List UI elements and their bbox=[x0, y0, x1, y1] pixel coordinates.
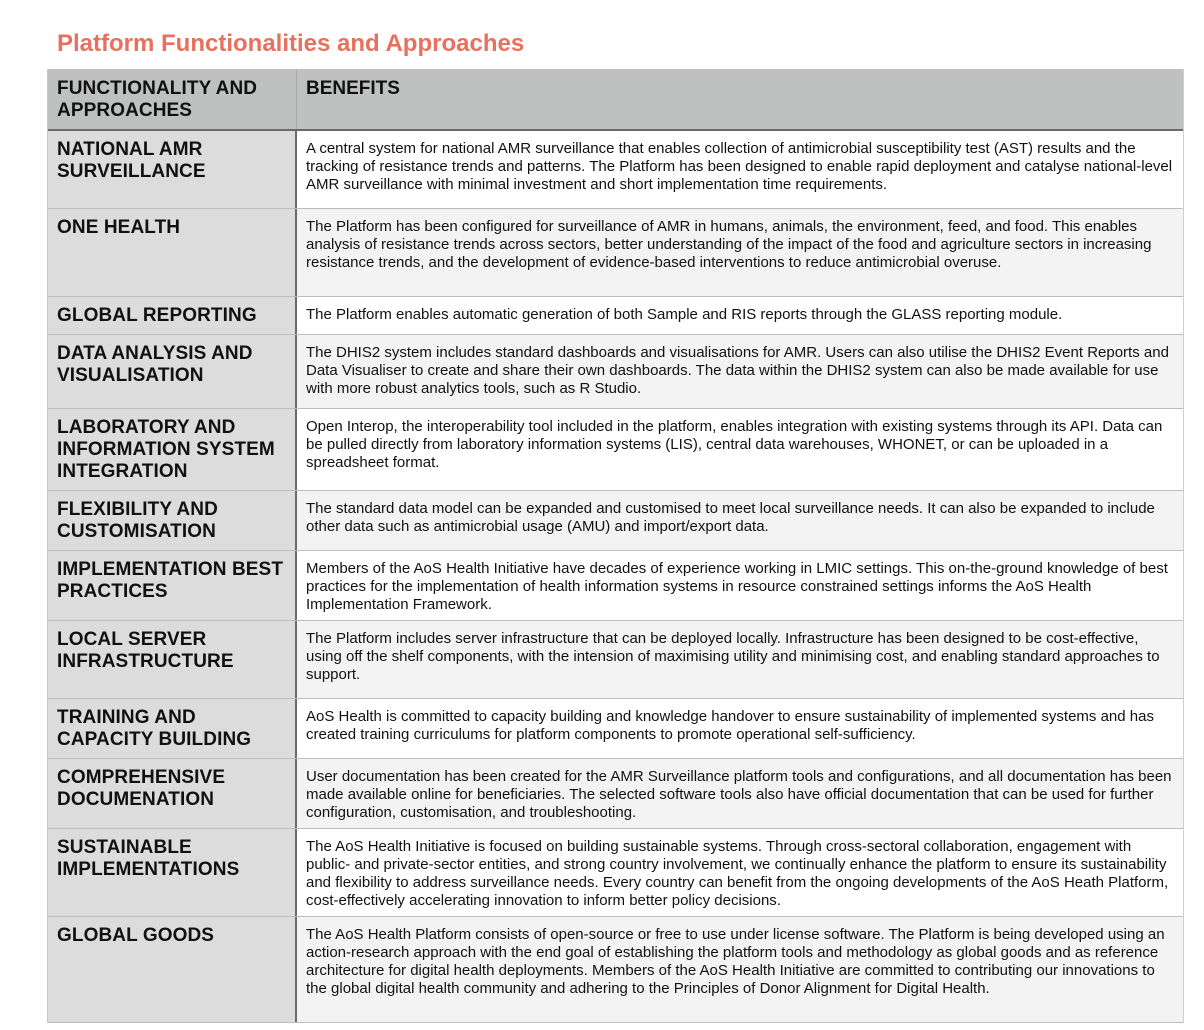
functionality-cell: FLEXIBILITY AND CUSTOMISATION bbox=[48, 491, 297, 550]
functionality-cell: NATIONAL AMR SURVEILLANCE bbox=[48, 131, 297, 208]
benefits-cell: The standard data model can be expanded and customised to meet local surveillance needs. It can also be expanded to include other data such as antimicrobial usage (AMU) and import/export data. bbox=[297, 491, 1183, 550]
table-row bbox=[48, 209, 1183, 297]
functionality-cell: ONE HEALTH bbox=[48, 209, 297, 296]
table-header-row bbox=[48, 69, 1183, 131]
benefits-cell: The AoS Health Initiative is focused on building sustainable systems. Through cross-sectoral collaboration, engagement with public- and private-sector entities, and strong country involvement, we continually enhance the platform to ensure its sustainability and flexibility to address surveillance needs. Every country can benefit from the ongoing developments of the AoS Heath Platform, cost-effectively accelerating innovation to inform better policy decisions. bbox=[297, 829, 1183, 916]
table-row bbox=[48, 759, 1183, 829]
page-title: Platform Functionalities and Approaches bbox=[57, 30, 525, 57]
benefits-cell: A central system for national AMR surveillance that enables collection of antimicrobial susceptibility test (AST) results and the tracking of resistance trends and patterns. The Platform has been designed to enable rapid deployment and catalyse national-level AMR surveillance with minimal investment and short implementation time requirements. bbox=[297, 131, 1183, 208]
benefits-cell: The AoS Health Platform consists of open-source or free to use under license software. The Platform is being developed using an action-research approach with the end goal of establishing the platform tools and methodology as global goods and as reference architecture for digital health deployments. Members of the AoS Health Initiative are committed to contributing our innovations to the global digital health community and adhering to the Principles of Donor Alignment for Digital Health. bbox=[297, 917, 1183, 1022]
table-row bbox=[48, 917, 1183, 1023]
table-row bbox=[48, 491, 1183, 551]
benefits-cell: AoS Health is committed to capacity building and knowledge handover to ensure sustainability of implemented systems and has created training curriculums for platform components to promote operational self-sufficiency. bbox=[297, 699, 1183, 758]
benefits-cell: User documentation has been created for the AMR Surveillance platform tools and configurations, and all documentation has been made available online for beneficiaries. The selected software tools also have official documentation that can be used for further configuration, customisation, and troubleshooting. bbox=[297, 759, 1183, 828]
functionality-cell: TRAINING AND CAPACITY BUILDING bbox=[48, 699, 297, 758]
table-row bbox=[48, 829, 1183, 917]
functionality-cell: DATA ANALYSIS AND VISUALISATION bbox=[48, 335, 297, 408]
functionality-cell: GLOBAL GOODS bbox=[48, 917, 297, 1022]
table-row bbox=[48, 621, 1183, 699]
functionality-cell: GLOBAL REPORTING bbox=[48, 297, 297, 334]
benefits-cell: Members of the AoS Health Initiative have decades of experience working in LMIC settings. This on-the-ground knowledge of best practices for the implementation of health information systems in resource constrained settings informs the AoS Health Implementation Framework. bbox=[297, 551, 1183, 620]
functionality-cell: LABORATORY AND INFORMATION SYSTEM INTEGRATION bbox=[48, 409, 297, 490]
table-row bbox=[48, 335, 1183, 409]
functionality-cell: LOCAL SERVER INFRASTRUCTURE bbox=[48, 621, 297, 698]
table-row bbox=[48, 297, 1183, 335]
benefits-cell: The Platform enables automatic generation of both Sample and RIS reports through the GLASS reporting module. bbox=[297, 297, 1183, 334]
benefits-cell: The DHIS2 system includes standard dashboards and visualisations for AMR. Users can also utilise the DHIS2 Event Reports and Data Visualiser to create and share their own dashboards. The data within the DHIS2 system can also be made available for use with more robust analytics tools, such as R Studio. bbox=[297, 335, 1183, 408]
header-functionality: FUNCTIONALITY AND APPROACHES bbox=[48, 69, 297, 129]
table-row bbox=[48, 699, 1183, 759]
functionality-cell: COMPREHENSIVE DOCUMENATION bbox=[48, 759, 297, 828]
table-row bbox=[48, 131, 1183, 209]
header-benefits: BENEFITS bbox=[306, 78, 400, 99]
functionality-cell: SUSTAINABLE IMPLEMENTATIONS bbox=[48, 829, 297, 916]
table-row bbox=[48, 551, 1183, 621]
functionality-cell: IMPLEMENTATION BEST PRACTICES bbox=[48, 551, 297, 620]
benefits-cell: Open Interop, the interoperability tool included in the platform, enables integration with existing systems through its API. Data can be pulled directly from laboratory information systems (LIS), central data warehouses, WHONET, or can be uploaded in a spreadsheet format. bbox=[297, 409, 1183, 490]
benefits-cell: The Platform includes server infrastructure that can be deployed locally. Infrastructure has been designed to be cost-effective, using off the shelf components, with the intension of maximising utility and minimising cost, and enabling standard approaches to support. bbox=[297, 621, 1183, 698]
table-row bbox=[48, 409, 1183, 491]
functionalities-table bbox=[47, 69, 1184, 1023]
benefits-cell: The Platform has been configured for surveillance of AMR in humans, animals, the environment, feed, and food. This enables analysis of resistance trends across sectors, better understanding of the impact of the food and agriculture sectors in increasing resistance trends, and the development of evidence-based interventions to reduce antimicrobial overuse. bbox=[297, 209, 1183, 296]
